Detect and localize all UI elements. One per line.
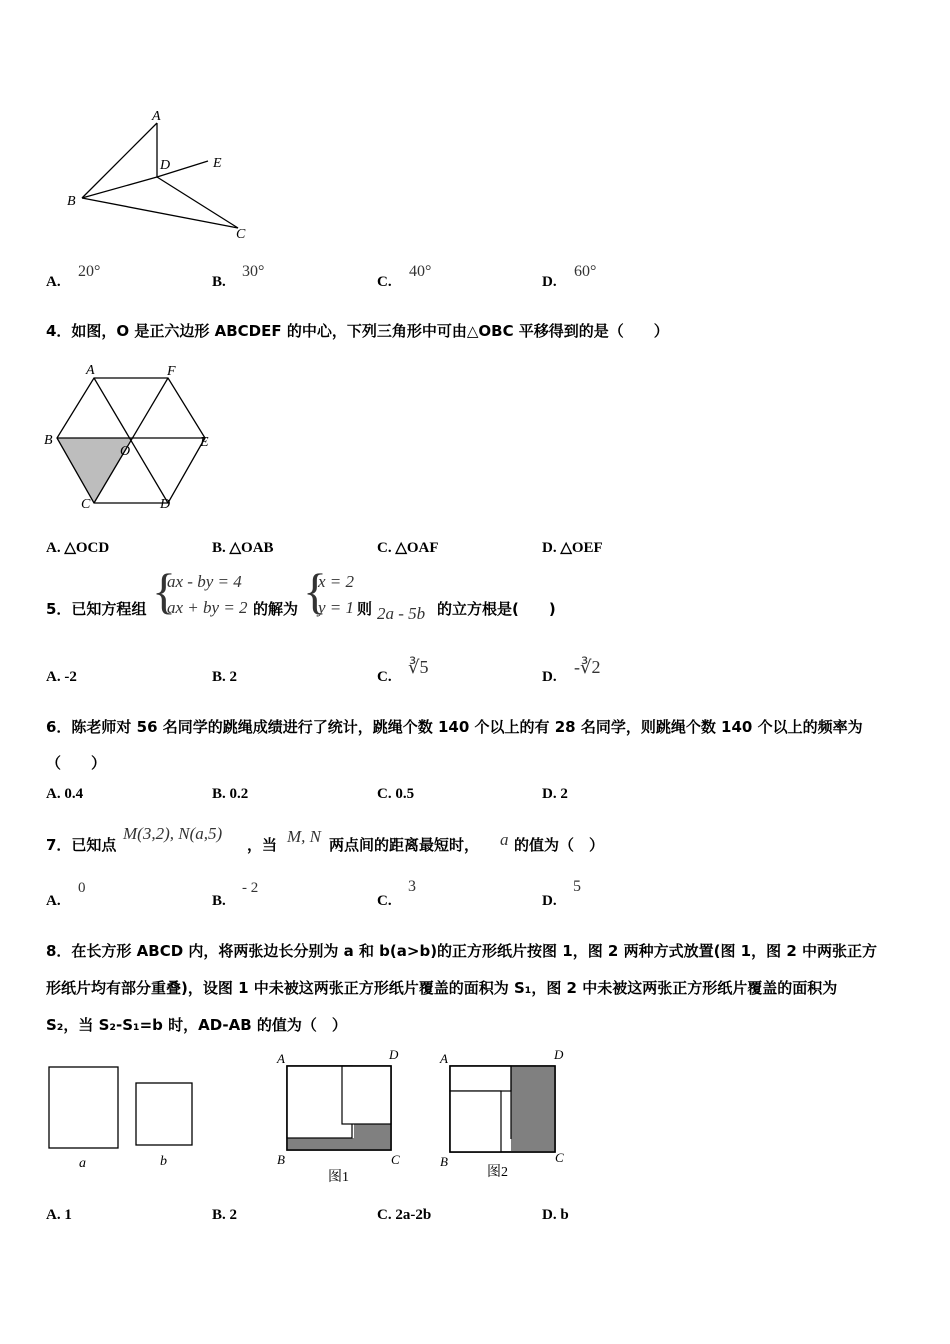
q7-points: M(3,2), N(a,5) (123, 824, 223, 843)
q5-mid: 的解为 (253, 600, 299, 618)
q3-option-c[interactable]: C. (377, 274, 392, 290)
q5-option-a[interactable]: A. -2 (46, 669, 77, 685)
q7-suffix: 的值为（ ） (514, 836, 605, 854)
q3-option-b[interactable]: B. (212, 274, 226, 290)
q4-label-d: D (160, 497, 171, 512)
q4-label-e: E (200, 435, 209, 450)
q3-option-b-value: 30° (242, 263, 265, 280)
q3-label-e: E (213, 156, 222, 171)
q5-option-d[interactable]: D. (542, 669, 557, 685)
q8-line3: S₂，当 S₂-S₁=b 时，AD-AB 的值为（ ） (46, 1016, 347, 1034)
q3-option-a[interactable]: A. (46, 274, 61, 290)
q8-label-a: a (79, 1156, 86, 1171)
q8-figure-1 (270, 1042, 410, 1187)
q3-label-a: A (152, 109, 161, 124)
q8-fig2-caption: 图2 (487, 1165, 508, 1180)
q8-line2: 形纸片均有部分重叠)，设图 1 中未被这两张正方形纸片覆盖的面积为 S₁，图 2 中未被这两张正方形纸片覆盖的面积为 (46, 979, 838, 997)
q4-label-b: B (44, 433, 53, 448)
q8-fig1-caption: 图1 (328, 1170, 349, 1185)
q4-label-o: O (120, 444, 131, 459)
q8-fig1-label-c: C (391, 1152, 400, 1167)
q5-option-c[interactable]: C. (377, 669, 392, 685)
q3-triangle-figure (60, 105, 260, 245)
q5-suffix: 的立方根是( ) (437, 600, 556, 618)
q5-prefix: 5．已知方程组 (46, 600, 147, 618)
q5-eq2: ax + by = 2 (167, 598, 248, 617)
q8-fig1-label-a: A (277, 1051, 285, 1066)
q4-option-a[interactable]: A. △OCD (46, 540, 110, 556)
q8-line1: 8．在长方形 ABCD 内，将两张边长分别为 a 和 b(a>b)的正方形纸片按图 1，图 2 两种方式放置(图 1，图 2 中两张正方 (46, 942, 877, 960)
q8-option-a[interactable]: A. 1 (46, 1207, 72, 1223)
q8-option-d[interactable]: D. b (542, 1207, 569, 1223)
q3-label-b: B (67, 194, 76, 209)
q8-label-b: b (160, 1154, 167, 1169)
q5-eq1: ax - by = 4 (167, 572, 242, 591)
q6-option-d[interactable]: D. 2 (542, 786, 568, 802)
q7-option-c[interactable]: C. (377, 893, 392, 909)
q8-fig2-label-a: A (440, 1051, 448, 1066)
q7-option-b[interactable]: B. (212, 893, 226, 909)
q6-line1: 6．陈老师对 56 名同学的跳绳成绩进行了统计，跳绳个数 140 个以上的有 28 名同学，则跳绳个数 140 个以上的频率为 (46, 718, 863, 736)
q6-option-a[interactable]: A. 0.4 (46, 786, 84, 802)
q5-sol2: y = 1 (318, 598, 355, 617)
q7-option-b-value: - 2 (242, 880, 259, 896)
q4-label-a: A (86, 363, 95, 378)
q8-fig2-label-b: B (440, 1154, 448, 1169)
q5-option-c-value: ∛5 (408, 657, 429, 677)
q3-option-a-value: 20° (78, 263, 101, 280)
q6-option-c[interactable]: C. 0.5 (377, 786, 415, 802)
q7-mid1: ，当 (247, 836, 278, 854)
q8-fig1-label-d: D (389, 1047, 399, 1062)
q4-option-b[interactable]: B. △OAB (212, 540, 274, 556)
q3-option-d[interactable]: D. (542, 274, 557, 290)
q4-option-c[interactable]: C. △OAF (377, 540, 439, 556)
q8-option-c[interactable]: C. 2a-2b (377, 1207, 432, 1223)
q3-label-c: C (236, 227, 246, 242)
q8-squares-figure (40, 1060, 210, 1175)
q7-mn: M, N (287, 827, 321, 846)
q4-hexagon-figure (40, 358, 220, 518)
q8-fig1-label-b: B (277, 1152, 285, 1167)
q8-figure-2 (433, 1042, 573, 1187)
q8-option-b[interactable]: B. 2 (212, 1207, 238, 1223)
q7-mid2: 两点间的距离最短时， (329, 836, 480, 854)
q5-then: 则 (357, 600, 373, 618)
q5-option-b[interactable]: B. 2 (212, 669, 238, 685)
q6-option-b[interactable]: B. 0.2 (212, 786, 249, 802)
q8-fig2-label-d: D (554, 1047, 564, 1062)
q7-option-d-value: 5 (573, 878, 581, 895)
q7-option-d[interactable]: D. (542, 893, 557, 909)
q4-label-c: C (81, 497, 91, 512)
q4-option-d[interactable]: D. △OEF (542, 540, 603, 556)
q4-question-text: 4．如图，O 是正六边形 ABCDEF 的中心，下列三角形中可由△OBC 平移得到的是（ ） (46, 322, 669, 340)
q6-line2: （ ） (46, 754, 107, 772)
q3-option-d-value: 60° (574, 263, 597, 280)
q7-option-a[interactable]: A. (46, 893, 61, 909)
q5-expression: 2a - 5b (377, 604, 426, 623)
q5-option-d-value: -∛2 (574, 657, 601, 677)
q5-solution-brace: { (303, 563, 327, 619)
q7-var: a (500, 830, 509, 849)
q5-equation-system (167, 569, 248, 621)
q8-fig2-label-c: C (555, 1150, 564, 1165)
q7-option-a-value: 0 (78, 880, 86, 896)
q7-option-c-value: 3 (408, 878, 416, 895)
q5-sol1: x = 2 (318, 572, 355, 591)
q3-option-c-value: 40° (409, 263, 432, 280)
q5-system-brace: { (152, 563, 176, 619)
q4-label-f: F (167, 364, 176, 379)
q7-prefix: 7．已知点 (46, 836, 117, 854)
q3-label-d: D (160, 158, 171, 173)
q5-solution-system (318, 569, 354, 621)
